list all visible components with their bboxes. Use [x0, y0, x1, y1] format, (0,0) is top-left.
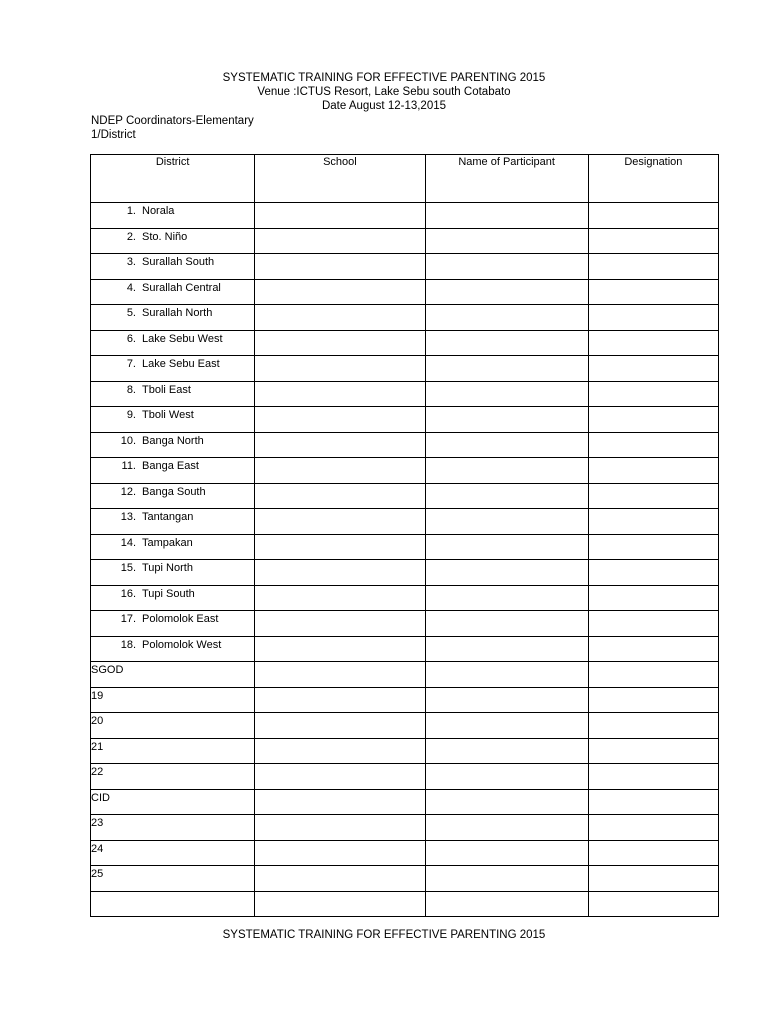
district-cell — [91, 254, 255, 280]
participant-cell — [425, 381, 588, 407]
designation-cell — [588, 611, 718, 637]
district-cell — [91, 356, 255, 382]
district-number: 8. — [126, 383, 136, 396]
table-row — [91, 789, 719, 815]
participant-cell — [425, 636, 588, 662]
district-number: 5. — [126, 307, 136, 319]
participant-cell — [425, 228, 588, 254]
participant-cell — [425, 407, 588, 433]
designation-cell — [588, 356, 718, 382]
school-cell — [255, 534, 425, 560]
table-row — [91, 305, 719, 331]
district-cell — [91, 458, 255, 484]
quota-line: 1/District — [91, 129, 136, 141]
school-cell — [255, 891, 425, 917]
designation-cell — [588, 432, 718, 458]
designation-cell — [588, 764, 718, 790]
table-row — [91, 611, 719, 637]
district-name: Lake Sebu West — [142, 332, 223, 345]
designation-cell — [588, 509, 718, 535]
table-row — [91, 228, 719, 254]
school-cell — [255, 330, 425, 356]
table-row — [91, 738, 719, 764]
table-row — [91, 636, 719, 662]
school-cell — [255, 458, 425, 484]
district-cell — [91, 279, 255, 305]
participant-cell — [425, 432, 588, 458]
participant-cell — [425, 585, 588, 611]
district-cell — [91, 891, 255, 917]
header-school: School — [255, 155, 425, 203]
school-cell — [255, 866, 425, 892]
district-cell — [91, 381, 255, 407]
table-row — [91, 483, 719, 509]
district-number: 14. — [120, 536, 136, 549]
title-block — [0, 71, 768, 113]
designation-cell — [588, 560, 718, 586]
participants-table — [90, 154, 719, 917]
district-number: 3. — [126, 256, 136, 268]
designation-cell — [588, 636, 718, 662]
school-cell — [255, 305, 425, 331]
participant-cell — [425, 509, 588, 535]
table-row — [91, 891, 719, 917]
designation-cell — [588, 713, 718, 739]
participant-cell — [425, 840, 588, 866]
header-designation: Designation — [588, 155, 718, 203]
school-cell — [255, 560, 425, 586]
district-number: 1. — [126, 205, 136, 217]
school-cell — [255, 815, 425, 841]
designation-cell — [588, 483, 718, 509]
header-participant: Name of Participant — [425, 155, 588, 203]
participant-cell — [425, 534, 588, 560]
district-number: 13. — [120, 511, 136, 523]
designation-cell — [588, 866, 718, 892]
district-name: Banga South — [142, 485, 206, 498]
participant-cell — [425, 611, 588, 637]
school-cell — [255, 611, 425, 637]
designation-cell — [588, 840, 718, 866]
designation-cell — [588, 381, 718, 407]
designation-cell — [588, 738, 718, 764]
district-name: Polomolok West — [142, 638, 222, 651]
participant-cell — [425, 713, 588, 739]
district-name: Tupi South — [142, 587, 195, 600]
table-row — [91, 356, 719, 382]
cid-label: CID — [91, 789, 255, 815]
district-cell — [91, 585, 255, 611]
participant-cell — [425, 483, 588, 509]
page-footer: SYSTEMATIC TRAINING FOR EFFECTIVE PARENTING 2015 — [222, 929, 546, 941]
participant-cell — [425, 662, 588, 688]
table-row — [91, 840, 719, 866]
participant-cell — [425, 330, 588, 356]
district-cell — [91, 611, 255, 637]
district-number: 16. — [120, 587, 136, 600]
district-number: 18. — [120, 638, 136, 651]
table-row — [91, 866, 719, 892]
table-body — [91, 203, 719, 917]
participant-cell — [425, 279, 588, 305]
table-row — [91, 279, 719, 305]
designation-cell — [588, 305, 718, 331]
designation-cell — [588, 891, 718, 917]
participant-cell — [425, 560, 588, 586]
designation-cell — [588, 458, 718, 484]
table-row — [91, 764, 719, 790]
district-name: Tantangan — [142, 511, 194, 523]
district-cell — [91, 330, 255, 356]
participant-cell — [425, 815, 588, 841]
participant-cell — [425, 203, 588, 229]
sgod-label: SGOD — [91, 662, 255, 688]
district-number: 17. — [120, 613, 136, 625]
table-row — [91, 585, 719, 611]
venue-line: Venue :ICTUS Resort, Lake Sebu south Cotabato — [257, 86, 511, 98]
participant-cell — [425, 356, 588, 382]
school-cell — [255, 585, 425, 611]
school-cell — [255, 254, 425, 280]
designation-cell — [588, 534, 718, 560]
district-name: Tboli East — [142, 383, 191, 396]
table-row — [91, 330, 719, 356]
participant-cell — [425, 764, 588, 790]
school-cell — [255, 764, 425, 790]
slot-number: 20 — [91, 713, 255, 739]
district-number: 10. — [120, 434, 136, 447]
table-row — [91, 203, 719, 229]
designation-cell — [588, 330, 718, 356]
district-number: 7. — [126, 358, 136, 370]
district-number: 9. — [126, 409, 136, 421]
designation-cell — [588, 815, 718, 841]
header-district: District — [91, 155, 255, 203]
school-cell — [255, 356, 425, 382]
school-cell — [255, 381, 425, 407]
district-number: 15. — [120, 562, 136, 574]
district-name: Tboli West — [142, 409, 194, 421]
document-title: SYSTEMATIC TRAINING FOR EFFECTIVE PARENTING 2015 — [222, 72, 546, 84]
designation-cell — [588, 789, 718, 815]
school-cell — [255, 203, 425, 229]
district-number: 12. — [120, 485, 136, 498]
district-number: 4. — [126, 281, 136, 294]
district-number: 2. — [126, 230, 136, 243]
table-row — [91, 381, 719, 407]
school-cell — [255, 738, 425, 764]
table-row — [91, 713, 719, 739]
school-cell — [255, 789, 425, 815]
school-cell — [255, 509, 425, 535]
school-cell — [255, 687, 425, 713]
district-name: Lake Sebu East — [142, 358, 220, 370]
district-cell — [91, 228, 255, 254]
table-row — [91, 815, 719, 841]
district-cell — [91, 305, 255, 331]
district-cell — [91, 534, 255, 560]
table-header-row — [91, 155, 719, 203]
district-name: Tupi North — [142, 562, 193, 574]
participant-cell — [425, 891, 588, 917]
table-row — [91, 254, 719, 280]
designation-cell — [588, 254, 718, 280]
slot-number: 24 — [91, 840, 255, 866]
participant-cell — [425, 458, 588, 484]
table-row — [91, 560, 719, 586]
table-row — [91, 458, 719, 484]
school-cell — [255, 483, 425, 509]
designation-cell — [588, 687, 718, 713]
district-cell — [91, 432, 255, 458]
district-number: 6. — [126, 332, 136, 345]
group-heading: NDEP Coordinators-Elementary — [91, 115, 254, 127]
school-cell — [255, 713, 425, 739]
school-cell — [255, 432, 425, 458]
district-name: Surallah North — [142, 307, 213, 319]
slot-number: 22 — [91, 764, 255, 790]
district-cell — [91, 636, 255, 662]
table-row — [91, 687, 719, 713]
district-cell — [91, 509, 255, 535]
slot-number: 21 — [91, 738, 255, 764]
designation-cell — [588, 662, 718, 688]
district-name: Tampakan — [142, 536, 193, 549]
participant-cell — [425, 305, 588, 331]
designation-cell — [588, 228, 718, 254]
slot-number: 19 — [91, 687, 255, 713]
district-name: Sto. Niño — [142, 230, 188, 243]
district-name: Norala — [142, 205, 175, 217]
designation-cell — [588, 203, 718, 229]
district-cell — [91, 203, 255, 229]
district-name: Banga East — [142, 460, 199, 472]
district-name: Surallah South — [142, 256, 215, 268]
date-line: Date August 12-13,2015 — [321, 100, 447, 112]
table-row — [91, 534, 719, 560]
district-name: Banga North — [142, 434, 204, 447]
school-cell — [255, 279, 425, 305]
district-number: 11. — [121, 460, 136, 472]
school-cell — [255, 636, 425, 662]
org-block — [91, 114, 254, 142]
district-name: Polomolok East — [142, 613, 219, 625]
slot-number: 23 — [91, 815, 255, 841]
participant-cell — [425, 254, 588, 280]
district-cell — [91, 407, 255, 433]
participant-cell — [425, 866, 588, 892]
table-row — [91, 662, 719, 688]
district-cell — [91, 560, 255, 586]
district-cell — [91, 483, 255, 509]
designation-cell — [588, 585, 718, 611]
school-cell — [255, 407, 425, 433]
participant-cell — [425, 738, 588, 764]
designation-cell — [588, 407, 718, 433]
designation-cell — [588, 279, 718, 305]
table-row — [91, 432, 719, 458]
participant-cell — [425, 687, 588, 713]
school-cell — [255, 228, 425, 254]
school-cell — [255, 840, 425, 866]
school-cell — [255, 662, 425, 688]
slot-number: 25 — [91, 866, 255, 892]
participant-cell — [425, 789, 588, 815]
district-name: Surallah Central — [142, 281, 221, 294]
table-row — [91, 407, 719, 433]
table-row — [91, 509, 719, 535]
